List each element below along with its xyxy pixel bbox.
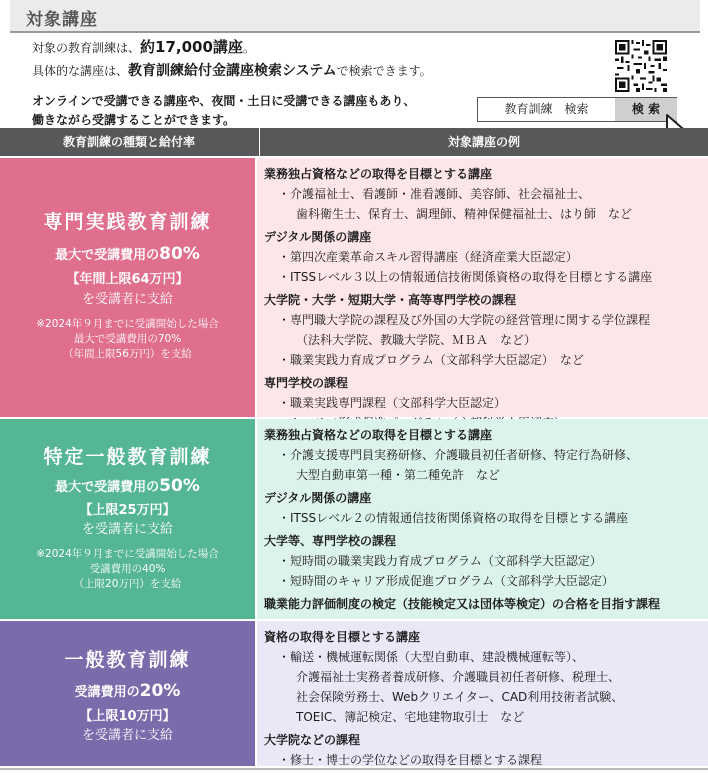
benefit-recipient: を受講者に支給	[81, 522, 173, 537]
search-system-name: 教育訓練給付金講座検索システム	[128, 63, 337, 79]
transition-note-2: 最大で受講費用の70%	[73, 333, 182, 345]
online-note	[32, 92, 415, 130]
course-example-item: 社会保険労務士、Webクリエイター、CAD利用技術者試験、	[296, 690, 624, 704]
online-note-line-1: オンラインで受講できる講座や、夜間・土日に受講できる講座もあり、	[32, 94, 416, 108]
header-rule	[10, 31, 700, 33]
course-example-item: ・ITSSレベル２の情報通信技術関係資格の取得を目標とする講座	[278, 511, 629, 525]
online-note-line-2: 働きながら受講することができます。	[32, 113, 236, 127]
course-example-item: ・介護福祉士、看護師・准看護師、美容師、社会福祉士、	[278, 187, 591, 201]
qr-code-icon[interactable]	[615, 40, 667, 92]
course-example-item: 歯科衛生士、保育士、調理師、精神保健福祉士、はり師 など	[296, 207, 633, 221]
course-example-item: ・第四次産業革命スキル習得講座（経済産業大臣認定）	[278, 250, 578, 264]
benefit-rate-value: 50%	[159, 476, 200, 496]
benefit-rate	[0, 476, 255, 496]
search-box	[477, 97, 677, 122]
section-specific-general	[0, 419, 708, 619]
course-examples	[257, 621, 708, 766]
course-example-item: 介護福祉士実務者養成研修、介護職員初任者研修、税理士、	[296, 670, 621, 684]
course-count: 約17,000講座	[140, 38, 243, 56]
benefit-rate-value: 80%	[159, 244, 200, 264]
benefit-rate-label: 最大で受講費用の	[55, 248, 160, 263]
benefit-rate-label: 最大で受講費用の	[55, 480, 160, 495]
intro-line-1-pre: 対象の教育訓練は、	[32, 41, 141, 55]
course-group-heading: 大学院などの課程	[264, 733, 361, 747]
benefit-rate-value: 20%	[139, 681, 181, 701]
transition-note-1: ※2024年９月までに受講開始した場合	[36, 318, 219, 330]
transition-note-1: ※2024年９月までに受講開始した場合	[36, 548, 219, 560]
course-example-item: ・輸送・機械運転関係（大型自動車、建設機械運転等）、	[278, 650, 585, 664]
course-example-item: ・職業実践専門課程（文部科学大臣認定）	[278, 396, 507, 410]
training-type-title: 専門実践教育訓練	[43, 211, 212, 233]
course-example-item: ・ITSSレベル３以上の情報通信技術関係資格の取得を目標とする講座	[278, 270, 653, 284]
benefit-rate	[0, 681, 255, 701]
intro-line-1-post: 。	[242, 41, 255, 55]
bottom-rule	[0, 768, 708, 770]
section-header	[10, 0, 700, 33]
section-general	[0, 621, 708, 766]
course-example-item: （法科大学院、教職大学院、ＭＢＡ など）	[296, 333, 537, 347]
course-examples	[257, 419, 708, 619]
search-input[interactable]: 教育訓練 検索	[504, 102, 589, 116]
course-group-heading: 業務独占資格などの取得を目標とする講座	[264, 428, 493, 442]
course-example-item: TOEIC、簿記検定、宅地建物取引士 など	[296, 710, 525, 724]
intro-line-2	[32, 60, 432, 80]
section-title: 対象講座	[26, 10, 98, 30]
transition-note-3: （上限20万円）を支給	[73, 578, 182, 590]
course-group-heading: デジタル関係の講座	[264, 230, 372, 244]
training-type-title: 一般教育訓練	[64, 649, 191, 671]
intro-line-2-pre: 具体的な講座は、	[32, 64, 129, 78]
benefit-recipient: を受講者に支給	[81, 728, 173, 743]
course-group-heading: 大学院・大学・短期大学・高等専門学校の課程	[264, 293, 517, 307]
course-group-heading: 大学等、専門学校の課程	[264, 534, 397, 548]
intro-line-2-post: で検索できます。	[336, 64, 432, 78]
course-group-heading: デジタル関係の講座	[264, 491, 372, 505]
benefit-cap: 【上限10万円】	[79, 709, 176, 724]
benefit-recipient: を受講者に支給	[81, 292, 173, 307]
col-header-type: 教育訓練の種類と給付率	[62, 135, 195, 149]
training-type-title: 特定一般教育訓練	[43, 446, 212, 468]
section-left-panel	[0, 621, 255, 766]
section-left-panel	[0, 158, 255, 417]
search-button[interactable]: 検 索	[615, 98, 677, 121]
course-example-item: ・介護支援専門員実務研修、介護職員初任者研修、特定行為研修、	[278, 448, 639, 462]
course-example-item: ・短時間のキャリア形成促進プログラム（文部科学大臣認定）	[278, 574, 614, 588]
section-specialized-practical	[0, 158, 708, 417]
col-header-examples: 対象講座の例	[259, 128, 708, 156]
benefit-rate	[0, 244, 255, 264]
benefit-cap: 【年間上限64万円】	[66, 272, 189, 287]
course-example-item: 大型自動車第一種・第二種免許 など	[296, 468, 501, 482]
course-examples	[257, 158, 708, 417]
table-header	[0, 128, 708, 156]
benefit-rate-label: 受講費用の	[74, 685, 140, 700]
transition-note-2: 受講費用の40%	[89, 563, 166, 575]
transition-note-3: （年間上限56万円）を支給	[63, 348, 192, 360]
course-group-heading: 職業能力評価制度の検定（技能検定又は団体等検定）の合格を目指す課程	[264, 597, 661, 611]
intro-line-1	[32, 36, 255, 57]
course-group-heading: 資格の取得を目標とする講座	[264, 630, 421, 644]
course-example-item: ・短時間の職業実践力育成プログラム（文部科学大臣認定）	[278, 554, 602, 568]
benefit-cap: 【上限25万円】	[79, 503, 176, 518]
course-example-item: ・専門職大学院の課程及び外国の大学院の経営管理に関する学位課程	[278, 313, 651, 327]
course-group-heading: 専門学校の課程	[264, 376, 349, 390]
course-example-item: ・修士・博士の学位などの取得を目標とする課程	[278, 753, 543, 767]
section-left-panel	[0, 419, 255, 619]
course-group-heading: 業務独占資格などの取得を目標とする講座	[264, 167, 493, 181]
course-example-item: ・職業実践力育成プログラム（文部科学大臣認定） など	[278, 353, 584, 367]
